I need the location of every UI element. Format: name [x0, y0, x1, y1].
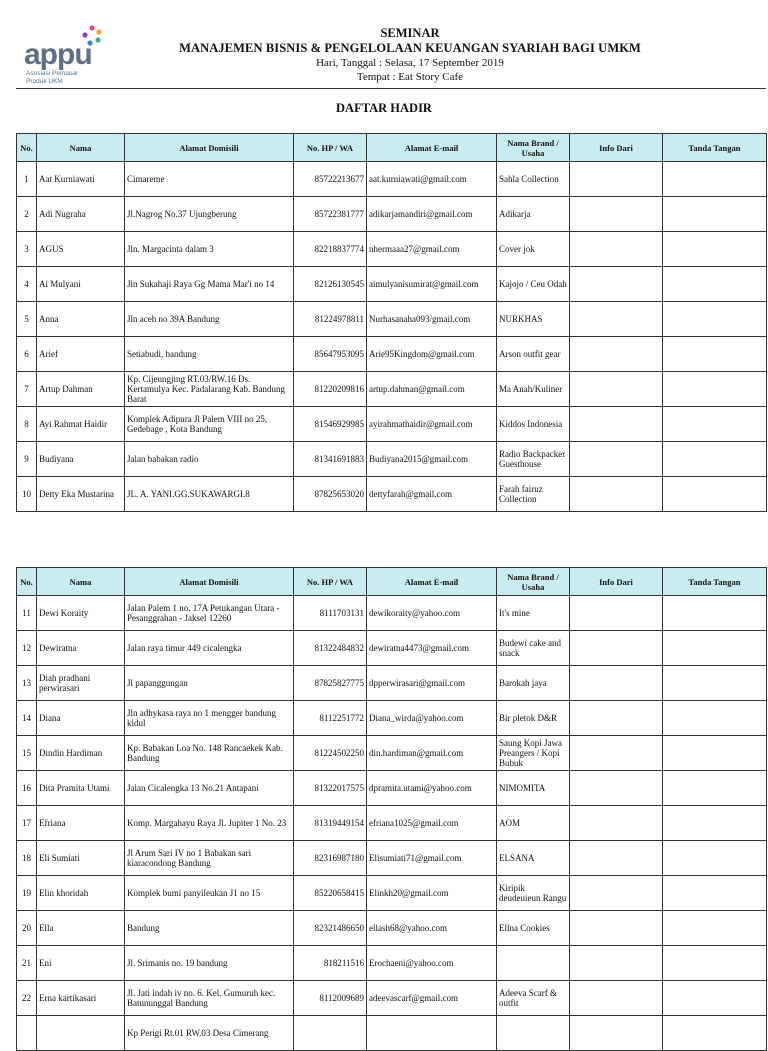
table-row [17, 407, 767, 442]
cell-brand: It's mine [497, 596, 570, 631]
cell-tanda-tangan [663, 442, 767, 477]
table-row [17, 736, 767, 771]
cell-brand: Sahla Collection [497, 162, 570, 197]
col-header-email: Alamat E-mail [367, 568, 497, 596]
col-header-hp: No. HP / WA [294, 568, 367, 596]
col-header-nama: Nama [37, 134, 125, 162]
cell-hp: 8112251772 [294, 701, 367, 736]
cell-tanda-tangan [663, 911, 767, 946]
cell-alamat: Komplek Adipura Jl Palem VIII no 25, Gedebage , Kota Bandung [125, 407, 294, 442]
cell-email: Erochaeni@yahoo.com [367, 946, 497, 981]
cell-info-dari [570, 477, 663, 512]
cell-no [17, 1016, 37, 1051]
cell-email: nhermaaa27@gmail.com [367, 232, 497, 267]
cell-alamat: Jln Sukahaji Raya Gg Mama Mar'i no 14 [125, 267, 294, 302]
attendance-table-2 [16, 567, 767, 1051]
cell-alamat: Jalan Cicalengka 13 No.21 Antapani [125, 771, 294, 806]
cell-brand: Kiripik deudeuieun Rangu [497, 876, 570, 911]
col-header-email: Alamat E-mail [367, 134, 497, 162]
cell-nama: Diah pradhani perwirasari [37, 666, 125, 701]
cell-tanda-tangan [663, 876, 767, 911]
cell-brand: Barokah jaya [497, 666, 570, 701]
cell-no: 3 [17, 232, 37, 267]
cell-alamat: Cimareme [125, 162, 294, 197]
table-row [17, 337, 767, 372]
cell-brand [497, 946, 570, 981]
cell-alamat: Jl Arum Sari IV no 1 Babakan sari kiaracondong Bandung [125, 841, 294, 876]
cell-hp: 85647953095 [294, 337, 367, 372]
cell-tanda-tangan [663, 1016, 767, 1051]
cell-email: dewiratna4473@gmail.com [367, 631, 497, 666]
table-row [17, 1016, 767, 1051]
cell-tanda-tangan [663, 162, 767, 197]
logo-wordmark: appu [24, 38, 92, 71]
cell-info-dari [570, 596, 663, 631]
cell-brand: Kajojo / Ceu Odah [497, 267, 570, 302]
cell-alamat: Jalan Palem 1 no. 17A Petukangan Utara - Pesanggrahan - Jaksel 12260 [125, 596, 294, 631]
document-header [120, 26, 700, 84]
cell-tanda-tangan [663, 631, 767, 666]
cell-email: dewikoraity@yahoo.com [367, 596, 497, 631]
cell-tanda-tangan [663, 302, 767, 337]
cell-tanda-tangan [663, 232, 767, 267]
cell-hp [294, 1016, 367, 1051]
cell-no: 22 [17, 981, 37, 1016]
col-header-ttd: Tanda Tangan [663, 134, 767, 162]
cell-email: ayirahmathaidir@gmail.com [367, 407, 497, 442]
cell-info-dari [570, 232, 663, 267]
cell-hp: 85722381777 [294, 197, 367, 232]
cell-no: 5 [17, 302, 37, 337]
cell-no: 14 [17, 701, 37, 736]
cell-info-dari [570, 267, 663, 302]
cell-email: dpperwirasari@gmail.com [367, 666, 497, 701]
cell-nama: Dindin Hardiman [37, 736, 125, 771]
cell-hp: 81224978811 [294, 302, 367, 337]
cell-nama: Budiyana [37, 442, 125, 477]
table-row [17, 806, 767, 841]
cell-no: 12 [17, 631, 37, 666]
cell-hp: 87825653020 [294, 477, 367, 512]
cell-hp: 81224502250 [294, 736, 367, 771]
col-header-alamat: Alamat Domisili [125, 134, 294, 162]
cell-brand: Cover jok [497, 232, 570, 267]
cell-alamat: Jln adhykasa raya no 1 mengger bandung kidul [125, 701, 294, 736]
table-row [17, 596, 767, 631]
cell-info-dari [570, 981, 663, 1016]
logo-subtitle-line-2: Produk UKM [26, 78, 63, 85]
cell-nama: Dewiratna [37, 631, 125, 666]
col-header-nama: Nama [37, 568, 125, 596]
cell-email: dettyfarah@gmail.com [367, 477, 497, 512]
cell-hp: 81322484832 [294, 631, 367, 666]
cell-info-dari [570, 806, 663, 841]
cell-email: Diana_wirda@yahoo.com [367, 701, 497, 736]
cell-alamat: Jl. Srimanis no. 19 bandung [125, 946, 294, 981]
cell-info-dari [570, 736, 663, 771]
cell-alamat: Jalan raya timur 449 cicalengka [125, 631, 294, 666]
cell-brand: Budewi cake and snack [497, 631, 570, 666]
cell-no: 6 [17, 337, 37, 372]
cell-tanda-tangan [663, 337, 767, 372]
cell-alamat: Jln aceh no 39A Bandung [125, 302, 294, 337]
cell-hp: 81220209816 [294, 372, 367, 407]
cell-no: 4 [17, 267, 37, 302]
cell-hp: 81322017575 [294, 771, 367, 806]
cell-hp: 82316987180 [294, 841, 367, 876]
cell-no: 13 [17, 666, 37, 701]
col-header-no: No. [17, 568, 37, 596]
cell-nama: Arief [37, 337, 125, 372]
cell-nama: Erna kartikasari [37, 981, 125, 1016]
cell-no: 19 [17, 876, 37, 911]
cell-alamat: JL. A. YANI.GG.SUKAWARGI.8 [125, 477, 294, 512]
table-row [17, 841, 767, 876]
cell-hp: 81341691883 [294, 442, 367, 477]
cell-info-dari [570, 911, 663, 946]
cell-no: 18 [17, 841, 37, 876]
cell-brand [497, 1016, 570, 1051]
table-body [17, 162, 767, 512]
cell-no: 8 [17, 407, 37, 442]
appu-logo [24, 24, 104, 86]
header-venue: Tempat : Eat Story Cafe [356, 71, 464, 83]
cell-brand: Adikarja [497, 197, 570, 232]
cell-hp: 85722213677 [294, 162, 367, 197]
cell-nama [37, 1016, 125, 1051]
cell-nama: Aat Kurniawati [37, 162, 125, 197]
cell-alamat: Bandung [125, 911, 294, 946]
cell-info-dari [570, 372, 663, 407]
cell-nama: Dita Pramita Utami [37, 771, 125, 806]
cell-email: Arie95Kingdom@gmail.com [367, 337, 497, 372]
cell-nama: Adi Nugraha [37, 197, 125, 232]
cell-no: 21 [17, 946, 37, 981]
table-header-row [17, 134, 767, 162]
cell-email: artup.dahman@gmail.com [367, 372, 497, 407]
col-header-no: No. [17, 134, 37, 162]
cell-nama: Eli Sumiati [37, 841, 125, 876]
cell-brand: Farah fairuz Collection [497, 477, 570, 512]
cell-info-dari [570, 701, 663, 736]
cell-brand: Radio Backpacker Guesthouse [497, 442, 570, 477]
cell-tanda-tangan [663, 736, 767, 771]
col-header-info: Info Dari [570, 134, 663, 162]
col-header-ttd: Tanda Tangan [663, 568, 767, 596]
cell-email: Nurhasanaha093/gmail.com [367, 302, 497, 337]
col-header-alamat: Alamat Domisili [125, 568, 294, 596]
cell-no: 16 [17, 771, 37, 806]
cell-alamat: Kp. Cijeungjing RT.03/RW.16 Ds. Kertamulya Kec. Padalarang Kab. Bandung Barat [125, 372, 294, 407]
cell-nama: Ayi Rahmat Haidir [37, 407, 125, 442]
cell-nama: Elin khoridah [37, 876, 125, 911]
cell-info-dari [570, 946, 663, 981]
cell-alamat: Jln. Margacinta dalam 3 [125, 232, 294, 267]
table-row [17, 911, 767, 946]
cell-nama: Anna [37, 302, 125, 337]
cell-no: 1 [17, 162, 37, 197]
cell-hp: 82218837774 [294, 232, 367, 267]
table-row [17, 162, 767, 197]
cell-info-dari [570, 666, 663, 701]
col-header-brand: Nama Brand / Usaha [497, 134, 570, 162]
cell-info-dari [570, 876, 663, 911]
cell-no: 2 [17, 197, 37, 232]
cell-no: 7 [17, 372, 37, 407]
cell-info-dari [570, 1016, 663, 1051]
cell-brand: Kiddos Indonesia [497, 407, 570, 442]
table-row [17, 771, 767, 806]
logo-subtitle [26, 70, 106, 86]
cell-info-dari [570, 162, 663, 197]
cell-alamat: Jl papanggungan [125, 666, 294, 701]
cell-email: Budiyana2015@gmail.com [367, 442, 497, 477]
cell-hp: 82126130545 [294, 267, 367, 302]
cell-tanda-tangan [663, 596, 767, 631]
table-body [17, 596, 767, 1051]
cell-no: 10 [17, 477, 37, 512]
col-header-info: Info Dari [570, 568, 663, 596]
cell-hp: 8111703131 [294, 596, 367, 631]
header-event-title: MANAJEMEN BISNIS & PENGELOLAAN KEUANGAN SYARIAH BAGI UMKM [179, 41, 641, 55]
cell-alamat: Setiabudi, bandung [125, 337, 294, 372]
cell-brand: Ma Anah/Kuliner [497, 372, 570, 407]
cell-alamat: Kp. Babakan Loa No. 148 Rancaekek Kab. Bandung [125, 736, 294, 771]
cell-tanda-tangan [663, 981, 767, 1016]
cell-brand: AOM [497, 806, 570, 841]
table-row [17, 232, 767, 267]
table-row [17, 442, 767, 477]
cell-tanda-tangan [663, 477, 767, 512]
table-row [17, 267, 767, 302]
cell-nama: Detty Eka Mustarina [37, 477, 125, 512]
cell-hp: 818211516 [294, 946, 367, 981]
logo-subtitle-line-1: Asosiasi Pemasar [26, 70, 79, 77]
cell-alamat: Jl. Jati indah iv no. 6. Kel. Gumuruh kec. Batununggal Bandung [125, 981, 294, 1016]
cell-tanda-tangan [663, 197, 767, 232]
table-row [17, 477, 767, 512]
cell-alamat: Komp. Margahayu Raya Jl. Jupiter 1 No. 23 [125, 806, 294, 841]
cell-hp: 81319449154 [294, 806, 367, 841]
cell-email: Elisumiati71@gmail.com [367, 841, 497, 876]
cell-nama: Efriana [37, 806, 125, 841]
cell-nama: Diana [37, 701, 125, 736]
cell-info-dari [570, 771, 663, 806]
cell-brand: ELSANA [497, 841, 570, 876]
cell-email: aat.kurniawati@gmail.com [367, 162, 497, 197]
document-title: DAFTAR HADIR [336, 101, 432, 115]
cell-brand: NURKHAS [497, 302, 570, 337]
cell-email: adeevascarf@gmail.com [367, 981, 497, 1016]
cell-info-dari [570, 442, 663, 477]
cell-no: 11 [17, 596, 37, 631]
cell-tanda-tangan [663, 407, 767, 442]
cell-alamat: Komplek bumi panyileukan J1 no 15 [125, 876, 294, 911]
cell-info-dari [570, 302, 663, 337]
cell-hp: 81546929985 [294, 407, 367, 442]
cell-hp: 8112009689 [294, 981, 367, 1016]
cell-no: 9 [17, 442, 37, 477]
cell-email: adikarjamandiri@gmail.com [367, 197, 497, 232]
col-header-brand: Nama Brand / Usaha [497, 568, 570, 596]
cell-nama: Artup Dahman [37, 372, 125, 407]
header-divider [16, 88, 766, 89]
cell-brand: Arson outfit gear [497, 337, 570, 372]
cell-brand: Adeeva Scarf & outfit [497, 981, 570, 1016]
cell-info-dari [570, 841, 663, 876]
cell-tanda-tangan [663, 771, 767, 806]
cell-tanda-tangan [663, 946, 767, 981]
cell-nama: AGUS [37, 232, 125, 267]
cell-hp: 87825827775 [294, 666, 367, 701]
table-row [17, 946, 767, 981]
cell-brand: Ellna Cookies [497, 911, 570, 946]
cell-tanda-tangan [663, 701, 767, 736]
cell-email: Elinkh20@gmail.com [367, 876, 497, 911]
cell-email [367, 1016, 497, 1051]
cell-nama: Ai Mulyani [37, 267, 125, 302]
table-row [17, 302, 767, 337]
cell-info-dari [570, 407, 663, 442]
table-row [17, 197, 767, 232]
cell-alamat: Kp Perigi Rt.01 RW.03 Desa Cimerang [125, 1016, 294, 1051]
cell-info-dari [570, 337, 663, 372]
table-row [17, 981, 767, 1016]
table-row [17, 372, 767, 407]
cell-nama: Ella [37, 911, 125, 946]
cell-info-dari [570, 631, 663, 666]
cell-nama: Eni [37, 946, 125, 981]
header-date: Hari, Tanggal : Selasa, 17 September 2019 [316, 57, 504, 69]
cell-no: 15 [17, 736, 37, 771]
cell-email: aimulyanisumirat@gmail.com [367, 267, 497, 302]
cell-brand: Bir pletok D&R [497, 701, 570, 736]
table-row [17, 631, 767, 666]
cell-info-dari [570, 197, 663, 232]
cell-hp: 85220658415 [294, 876, 367, 911]
cell-tanda-tangan [663, 267, 767, 302]
col-header-hp: No. HP / WA [294, 134, 367, 162]
cell-tanda-tangan [663, 372, 767, 407]
table-header-row [17, 568, 767, 596]
cell-tanda-tangan [663, 806, 767, 841]
attendance-table-1 [16, 133, 767, 512]
cell-brand: NIMOMITA [497, 771, 570, 806]
cell-email: efriana1025@gmail.com [367, 806, 497, 841]
cell-no: 20 [17, 911, 37, 946]
header-event-type: SEMINAR [380, 26, 440, 40]
cell-hp: 82321486650 [294, 911, 367, 946]
cell-tanda-tangan [663, 666, 767, 701]
cell-alamat: Jl.Nagrog No.37 Ujungberung [125, 197, 294, 232]
cell-email: ellash68@yahoo.com [367, 911, 497, 946]
table-row [17, 876, 767, 911]
table-row [17, 666, 767, 701]
cell-alamat: Jalan babakan radio [125, 442, 294, 477]
cell-email: dpramita.utami@yahoo.com [367, 771, 497, 806]
table-row [17, 701, 767, 736]
cell-tanda-tangan [663, 841, 767, 876]
cell-brand: Saung Kopi Jawa Preangers / Kopi Bubuk [497, 736, 570, 771]
cell-nama: Dewi Koraity [37, 596, 125, 631]
cell-email: din.hardiman@gmail.com [367, 736, 497, 771]
cell-no: 17 [17, 806, 37, 841]
